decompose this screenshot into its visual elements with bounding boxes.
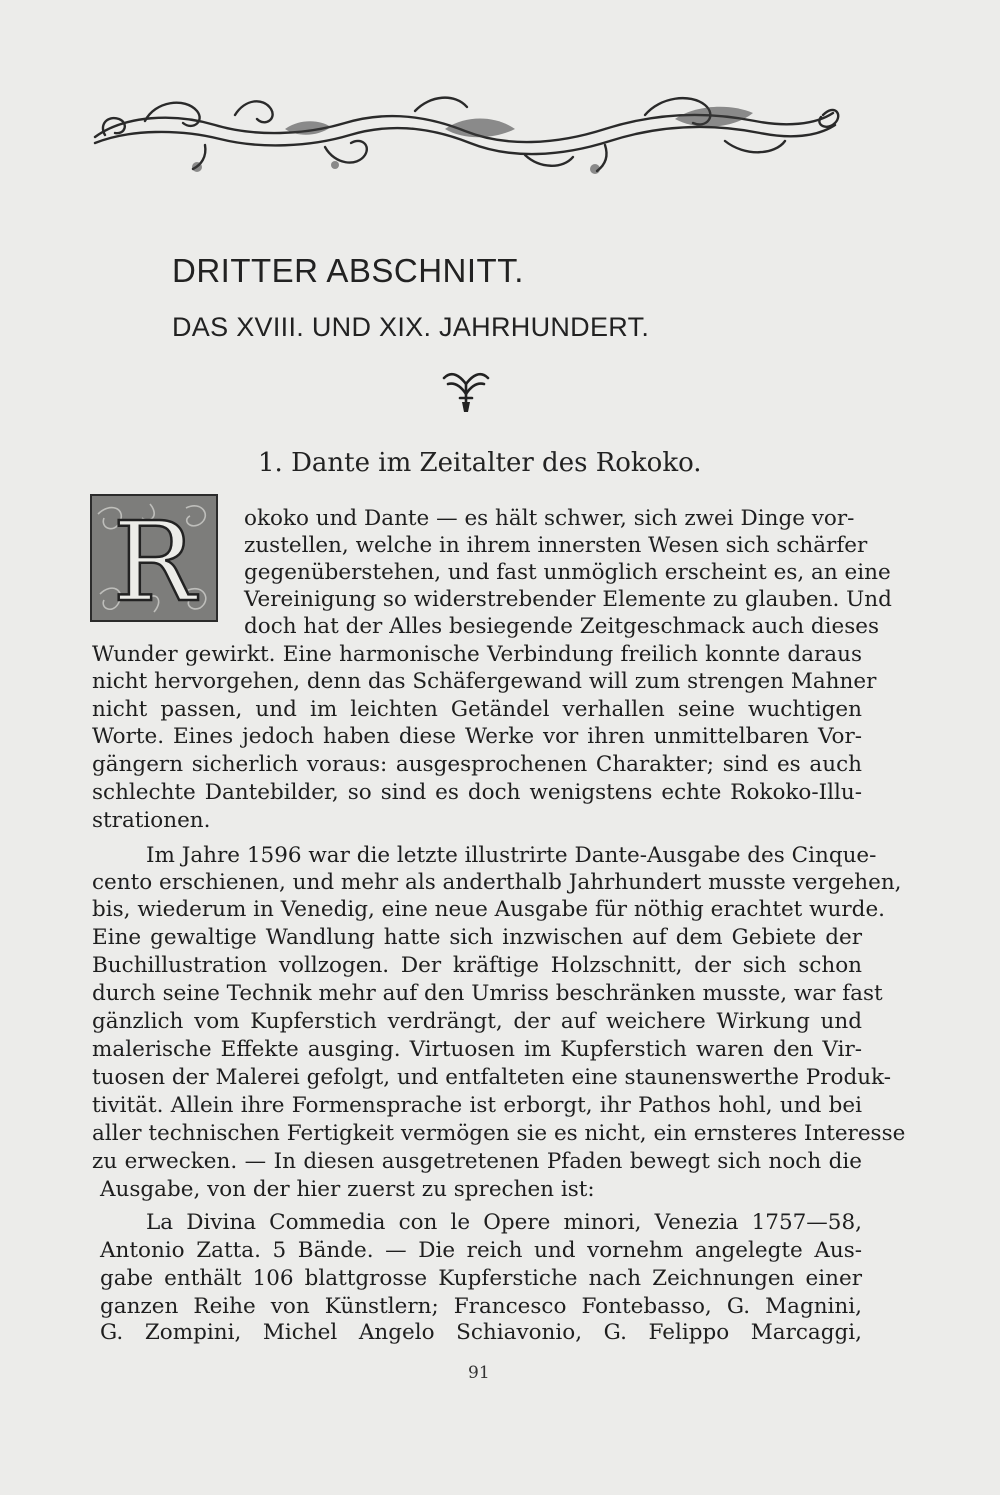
text-line: nicht passen, und im leichten Getändel verhallen seine wuchtigen bbox=[92, 697, 862, 722]
text-line: schlechte Dantebilder, so sind es doch wenigstens echte Rokoko-Illu- bbox=[92, 780, 862, 805]
text-line: bis, wiederum in Venedig, eine neue Ausgabe für nöthig erachtet wurde. bbox=[92, 897, 886, 922]
text-line: gänzlich vom Kupferstich verdrängt, der auf weichere Wirkung und bbox=[92, 1009, 862, 1034]
section-title: DAS XVIII. UND XIX. JAHRHUNDERT. bbox=[172, 312, 650, 342]
text-line: doch hat der Alles besiegende Zeitgeschmack auch dieses bbox=[244, 614, 880, 639]
text-line: La Divina Commedia con le Opere minori, Venezia 1757—58, bbox=[146, 1210, 862, 1235]
text-line: strationen. bbox=[92, 808, 211, 833]
text-line: gabe enthält 106 blattgrosse Kupferstiche nach Zeichnungen einer bbox=[100, 1266, 862, 1291]
text-line: okoko und Dante — es hält schwer, sich zwei Dinge vor- bbox=[244, 506, 855, 531]
text-line: ganzen Reihe von Künstlern; Francesco Fontebasso, G. Magnini, bbox=[100, 1294, 862, 1319]
chapter-title: DRITTER ABSCHNITT. bbox=[172, 252, 524, 289]
decorated-initial bbox=[90, 494, 218, 622]
text-line: zustellen, welche in ihrem innersten Wesen sich schärfer bbox=[244, 533, 868, 558]
text-line: Im Jahre 1596 war die letzte illustrirte Dante-Ausgabe des Cinque- bbox=[146, 843, 877, 868]
text-line: Antonio Zatta. 5 Bände. — Die reich und vornehm angelegte Aus- bbox=[100, 1238, 862, 1263]
page-number: 91 bbox=[468, 1363, 490, 1383]
text-line: Wunder gewirkt. Eine harmonische Verbindung freilich konnte daraus bbox=[92, 642, 862, 667]
fleuron-ornament bbox=[438, 368, 494, 414]
text-line: Worte. Eines jedoch haben diese Werke vor ihren unmittelbaren Vor- bbox=[92, 724, 862, 749]
text-line: aller technischen Fertigkeit vermögen sie es nicht, ein ernsteres Interesse bbox=[92, 1121, 906, 1146]
text-line: Eine gewaltige Wandlung hatte sich inzwischen auf dem Gebiete der bbox=[92, 925, 862, 950]
subsection-title: 1. Dante im Zeitalter des Rokoko. bbox=[258, 448, 702, 478]
text-line: Vereinigung so widerstrebender Elemente zu glauben. Und bbox=[244, 587, 892, 612]
text-line: nicht hervorgehen, denn das Schäfergewand will zum strengen Mahner bbox=[92, 669, 877, 694]
floral-headpiece-ornament bbox=[85, 85, 845, 175]
text-line: Ausgabe, von der hier zuerst zu sprechen ist: bbox=[100, 1177, 595, 1202]
text-line: gegenüberstehen, und fast unmöglich erscheint es, an eine bbox=[244, 560, 891, 585]
text-line: durch seine Technik mehr auf den Umriss beschränken musste, war fast bbox=[92, 981, 883, 1006]
text-line: gängern sicherlich voraus: ausgesprochenen Charakter; sind es auch bbox=[92, 752, 862, 777]
text-line: G. Zompini, Michel Angelo Schiavonio, G. Felippo Marcaggi, bbox=[100, 1320, 862, 1345]
text-line: tuosen der Malerei gefolgt, und entfalteten eine staunenswerthe Produk- bbox=[92, 1065, 891, 1090]
text-line: Buchillustration vollzogen. Der kräftige Holzschnitt, der sich schon bbox=[92, 953, 862, 978]
text-line: malerische Effekte ausging. Virtuosen im Kupferstich waren den Vir- bbox=[92, 1037, 862, 1062]
text-line: tivität. Allein ihre Formensprache ist erborgt, ihr Pathos hohl, und bei bbox=[92, 1093, 862, 1118]
text-line: zu erwecken. — In diesen ausgetretenen Pfaden bewegt sich noch die bbox=[92, 1149, 862, 1174]
drop-cap-letter: R bbox=[112, 498, 196, 622]
text-line: cento erschienen, und mehr als anderthalb Jahrhundert musste vergehen, bbox=[92, 870, 902, 895]
